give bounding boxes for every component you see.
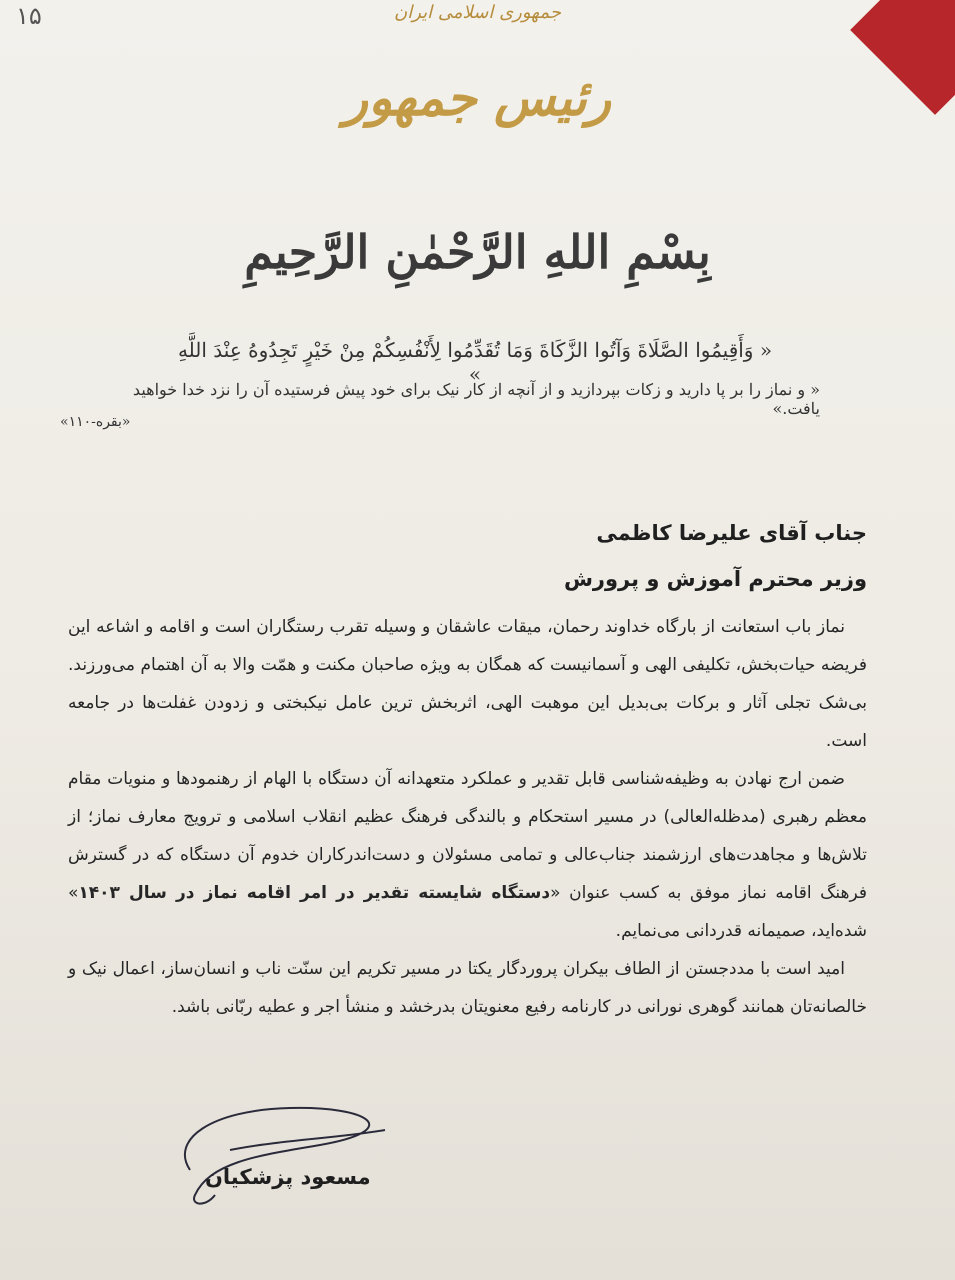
verse-reference: «بقره-۱۱۰» bbox=[60, 414, 131, 430]
body-paragraph-3: امید است با مددجستن از الطاف بیکران پروردگار یکتا در مسیر تکریم این سنّت ناب و انسان‌ساز، اعمال نیک و خالصانه‌تان همانند گوهری نورانی در کارنامه رفیع معنویتان بدرخشد و منشأ اجر و عطیه ربّانی باشد. bbox=[68, 959, 867, 1017]
body-paragraph-2-text-b: » شده‌اید، صمیمانه قدردانی می‌نمایم. bbox=[68, 883, 867, 941]
president-title: رئیس جمهور bbox=[343, 68, 612, 127]
bismillah-calligraphy: بِسْمِ اللهِ الرَّحْمٰنِ الرَّحِيمِ bbox=[244, 225, 711, 279]
signature-scribble bbox=[170, 1100, 410, 1210]
republic-title: جمهوری اسلامی ایران bbox=[394, 2, 561, 23]
body-paragraph-1: نماز باب استعانت از بارگاه خداوند رحمان، میقات عاشقان و وسیله تقرب رستگاران است و اقامه و اشاعه این فریضه حیات‌بخش، تکلیفی الهی و آسمانیست که همگان به ویژه صاحبان مکنت و همّت والا به آن اهتمام می‌ورزند. بی‌شک تجلی آثار و برکات بی‌بدیل این موهبت الهی، اثربخش ترین عامل نیکبختی و زدودن غفلت‌ها در جامعه است. bbox=[68, 617, 867, 751]
recipient-block bbox=[564, 510, 867, 602]
body-paragraph-2-text-a: ضمن ارج نهادن به وظیفه‌شناسی قابل تقدیر و عملکرد متعهدانه آن دستگاه با الهام از رهنمودها و منویات مقام معظم رهبری (مدظله‌العالی) در مسیر استحکام و بالندگی فرهنگ عظیم انقلاب اسلامی و ترویج معارف نماز؛ از تلاش‌ها و مجاهدت‌های ارزشمند جناب‌عالی و تمامی مسئولان و دست‌اندرکاران خدوم آن دستگاه که در گسترش فرهنگ اقامه نماز موفق به کسب عنوان « bbox=[68, 769, 868, 903]
quran-verse-arabic: « وَأَقِيمُوا الصَّلَاةَ وَآتُوا الزَّكَاةَ وَمَا تُقَدِّمُوا لِأَنْفُسِكُمْ مِنْ خَيْرٍ تَجِدُوهُ عِنْدَ اللَّهِ » bbox=[177, 338, 773, 386]
award-title: دستگاه شایسته تقدیر در امر اقامه نماز در سال ۱۴۰۳ bbox=[78, 883, 551, 903]
recipient-name: جناب آقای علیرضا کاظمی bbox=[596, 521, 867, 545]
body-paragraph-2 bbox=[68, 760, 867, 950]
recipient-title: وزیر محترم آموزش و پرورش bbox=[563, 567, 867, 591]
letter-body bbox=[68, 608, 867, 1026]
page-number: ۱۵ bbox=[16, 2, 42, 30]
signatory-name: مسعود پزشکیان bbox=[205, 1165, 371, 1189]
quran-verse-persian: « و نماز را بر پا دارید و زکات بپردازید و از آنچه از کار نیک برای خود پیش فرستیده آن را نزد خدا خواهید یافت.» bbox=[132, 380, 820, 418]
